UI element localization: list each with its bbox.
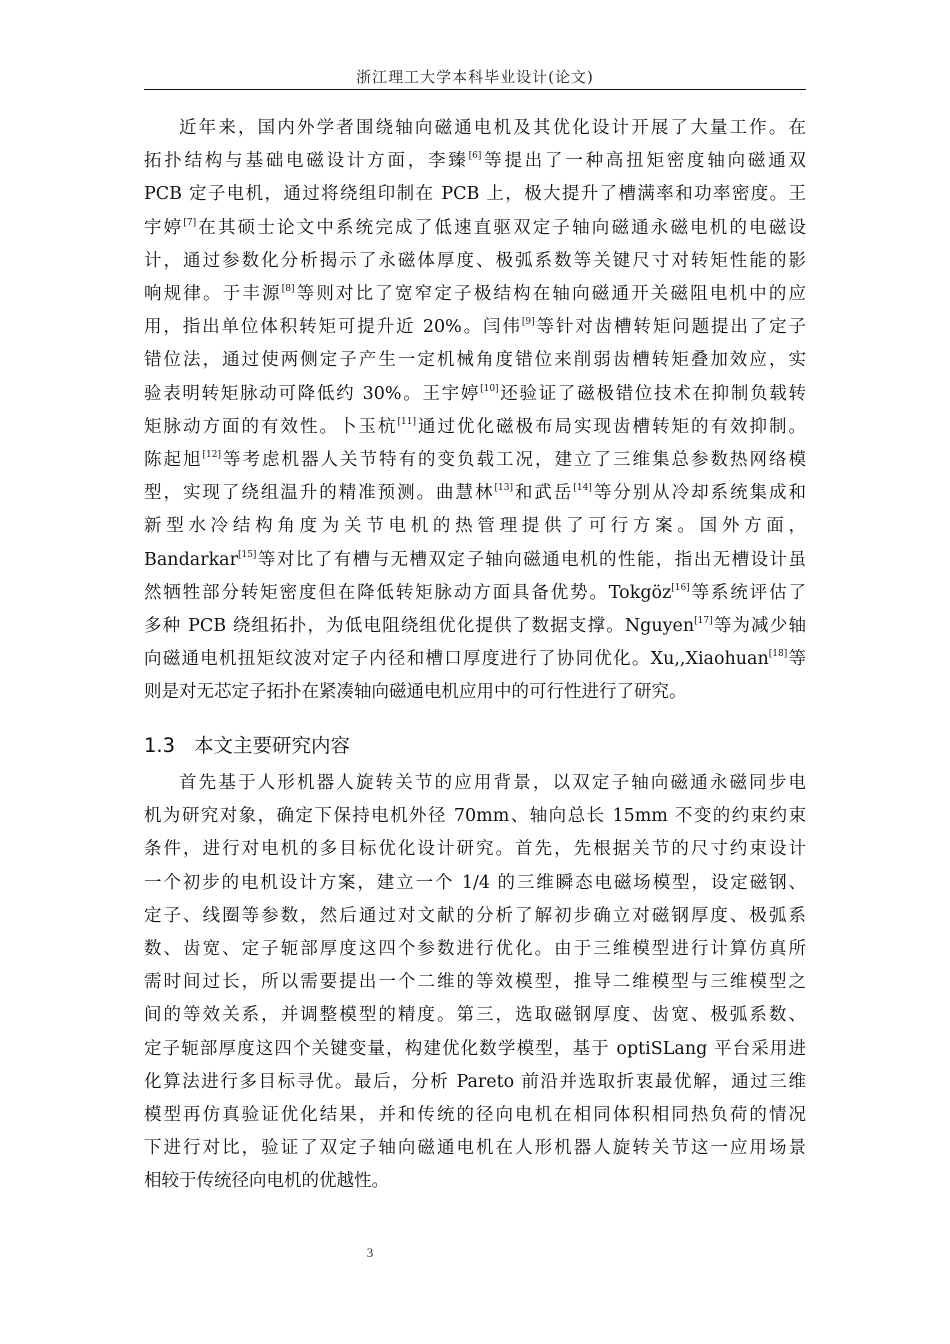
text-line xyxy=(144,278,806,311)
citation-ref: [16] xyxy=(671,582,690,593)
section-heading xyxy=(144,730,806,758)
text-line xyxy=(144,245,806,278)
text-run: 用，指出单位体积转矩可提升近 20%。闫伟 xyxy=(144,317,522,338)
text-line: 数、齿宽、定子轭部厚度这四个参数进行优化。由于三维模型进行计算仿真所 xyxy=(144,939,806,960)
citation-ref: [12] xyxy=(202,450,221,461)
text-run: 等针对齿槽转矩问题提出了定子 xyxy=(534,317,806,338)
text-run: 拓扑结构与基础电磁设计方面，李臻 xyxy=(144,151,469,172)
text-run: 在其硕士论文中系统完成了低速直驱双定子轴向磁通永磁电机的电磁设 xyxy=(196,217,807,238)
citation-ref: [10] xyxy=(480,383,499,394)
text-run: 多种 PCB 绕组拓扑，为低电阻绕组优化提供了数据支撑。Nguyen xyxy=(144,616,695,637)
text-run: 型，实现了绕组温升的精准预测。曲慧林 xyxy=(144,483,495,504)
text-run: 等分别从冷却系统集成和 xyxy=(591,483,807,504)
text-run: 则是对无芯定子拓扑在紧凑轴向磁通电机应用中的可行性进行了研究。 xyxy=(144,682,687,703)
text-line: 机为研究对象，确定下保持电机外径 70mm、轴向总长 15mm 不变的约束约束 xyxy=(144,806,806,827)
text-line xyxy=(144,577,806,610)
citation-ref: [7] xyxy=(183,217,197,228)
text-line xyxy=(144,112,806,145)
citation-ref: [11] xyxy=(397,416,416,427)
text-line: 定子轭部厚度这四个关键变量，构建优化数学模型，基于 optiSLang 平台采用进 xyxy=(144,1038,806,1059)
text-line xyxy=(144,477,806,510)
text-run: 等 xyxy=(787,649,806,670)
text-line: 下进行对比，验证了双定子轴向磁通电机在人形机器人旋转关节这一应用场景 xyxy=(144,1138,806,1159)
text-line xyxy=(144,145,806,178)
text-run: 等为减少轴 xyxy=(712,616,806,637)
citation-ref: [18] xyxy=(768,649,788,660)
research-content-paragraph xyxy=(144,767,806,1199)
text-line xyxy=(144,378,806,411)
text-run: 近年来，国内外学者围绕轴向磁通电机及其优化设计开展了大量工作。在 xyxy=(179,118,806,138)
text-line: 条件，进行对电机的多目标优化设计研究。首先，先根据关节的尺寸约束设计 xyxy=(144,839,806,860)
text-line: 模型再仿真验证优化结果，并和传统的径向电机在相同体积相同热负荷的情况 xyxy=(144,1105,806,1126)
citation-ref: [13] xyxy=(494,483,513,494)
header-rule xyxy=(144,89,806,90)
text-line: 间的等效关系，并调整模型的精度。第三，选取磁钢厚度、齿宽、极弧系数、 xyxy=(144,1005,806,1026)
text-run: 宇婷 xyxy=(144,217,184,238)
text-line xyxy=(144,311,806,344)
text-line: 相较于传统径向电机的优越性。 xyxy=(144,1171,389,1192)
text-run: 还验证了磁极错位技术在抑制负载转 xyxy=(498,383,806,404)
text-run: 向磁通电机扭矩纹波对定子内径和槽口厚度进行了协同优化。Xu,,Xiaohuan xyxy=(144,649,769,670)
text-line xyxy=(144,544,806,577)
text-line xyxy=(144,676,806,709)
citation-ref: [9] xyxy=(521,317,535,328)
text-run: 然牺牲部分转矩密度但在降低转矩脉动方面具备优势。Tokgöz xyxy=(144,582,672,603)
citation-ref: [17] xyxy=(694,616,713,627)
text-run: 等提出了一种高扭矩密度轴向磁通双 xyxy=(481,151,806,172)
section-number: 1.3 xyxy=(144,734,176,757)
citation-ref: [14] xyxy=(573,483,592,494)
text-line: 一个初步的电机设计方案，建立一个 1/4 的三维瞬态电磁场模型，设定磁钢、 xyxy=(144,872,806,893)
text-run: 陈起旭 xyxy=(144,450,203,471)
text-line xyxy=(144,344,806,377)
text-run: 响规律。于丰源 xyxy=(144,284,282,305)
text-line xyxy=(144,610,806,643)
text-run: PCB 定子电机，通过将绕组印制在 PCB 上，极大提升了槽满率和功率密度。王 xyxy=(144,184,806,205)
text-line xyxy=(144,178,806,211)
literature-review-paragraph xyxy=(144,112,806,710)
text-line: 首先基于人形机器人旋转关节的应用背景，以双定子轴向磁通永磁同步电 xyxy=(179,773,806,793)
text-line: 化算法进行多目标寻优。最后，分析 Pareto 前沿并选取折衷最优解，通过三维 xyxy=(144,1071,806,1092)
section-title: 本文主要研究内容 xyxy=(194,734,351,757)
text-run: 等则对比了宽窄定子极结构在轴向磁通开关磁阻电机中的应 xyxy=(294,284,807,305)
text-line xyxy=(144,212,806,245)
text-run: 等考虑机器人关节特有的变负载工况，建立了三维集总参数热网络模 xyxy=(221,450,807,471)
text-line xyxy=(144,510,806,543)
text-run: 和武岳 xyxy=(512,483,574,504)
citation-ref: [6] xyxy=(468,151,482,162)
text-run: 错位法，通过使两侧定子产生一定机械角度错位来削弱齿槽转矩叠加效应，实 xyxy=(144,350,806,371)
text-run: 矩脉动方面的有效性。卜玉杭 xyxy=(144,416,398,437)
citation-ref: [15] xyxy=(237,549,257,560)
text-run: 等对比了有槽与无槽双定子轴向磁通电机的性能，指出无槽设计虽 xyxy=(256,549,806,570)
page-number: 3 xyxy=(366,1245,374,1260)
text-run: 新型水冷结构角度为关节电机的热管理提供了可行方案。国外方面， xyxy=(144,516,806,537)
text-run: Bandarkar xyxy=(144,549,238,570)
text-run: 验表明转矩脉动可降低约 30%。王宇婷 xyxy=(144,383,481,404)
running-header: 浙江理工大学本科毕业设计(论文) xyxy=(356,68,594,86)
text-line: 需时间过长，所以需要提出一个二维的等效模型，推导二维模型与三维模型之 xyxy=(144,972,806,993)
text-line xyxy=(144,444,806,477)
text-line xyxy=(144,411,806,444)
text-run: 通过优化磁极布局实现齿槽转矩的有效抑制。 xyxy=(416,416,807,437)
text-line xyxy=(144,643,806,676)
citation-ref: [8] xyxy=(281,284,295,295)
text-line: 定子、线圈等参数，然后通过对文献的分析了解初步确立对磁钢厚度、极弧系 xyxy=(144,905,806,926)
text-run: 等系统评估了 xyxy=(689,582,806,603)
text-run: 计，通过参数化分析揭示了永磁体厚度、极弧系数等关键尺寸对转矩性能的影 xyxy=(144,250,806,271)
